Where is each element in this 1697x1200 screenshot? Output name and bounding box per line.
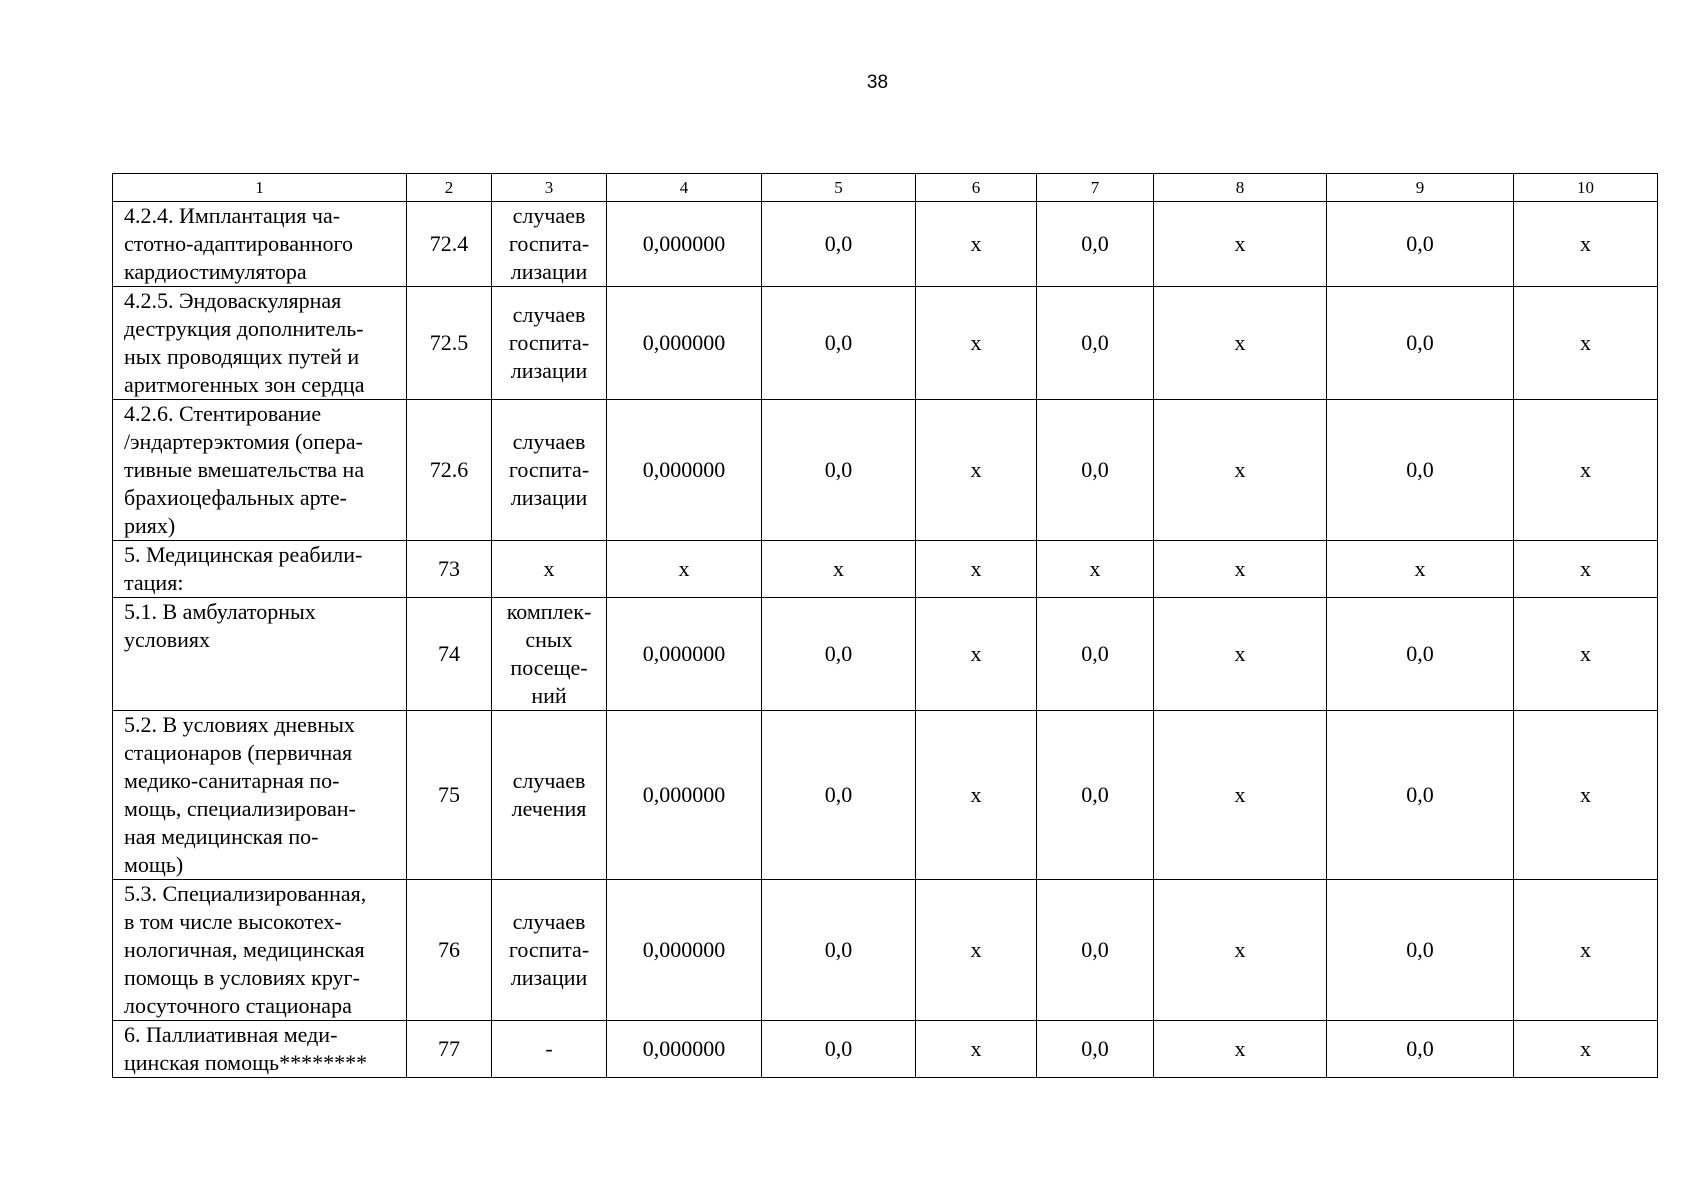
row-unit-cell: случаев госпита- лизации: [492, 400, 607, 541]
table-row: [113, 541, 1658, 598]
row-name-cell: 5.3. Специализированная, в том числе высокотех- нологичная, медицинская помощь в условиях круг- лосуточного стационара: [113, 880, 407, 1021]
value-cell: х: [1514, 1021, 1658, 1078]
row-name-cell: 5.1. В амбулаторных условиях: [113, 598, 407, 711]
value-cell: х: [916, 287, 1037, 400]
table-row: [113, 202, 1658, 287]
value-cell: х: [1154, 202, 1327, 287]
value-cell: 0,0: [1327, 287, 1514, 400]
row-name-cell: 4.2.6. Стентирование /эндартерэктомия (опера- тивные вмешательства на брахиоцефальных арте- риях): [113, 400, 407, 541]
value-cell: 0,000000: [607, 400, 762, 541]
value-cell: 0,0: [762, 711, 916, 880]
row-unit-cell: х: [492, 541, 607, 598]
value-cell: х: [1154, 711, 1327, 880]
value-cell: х: [916, 880, 1037, 1021]
value-cell: 0,0: [1037, 711, 1154, 880]
value-cell: 0,000000: [607, 711, 762, 880]
value-cell: 0,0: [1037, 1021, 1154, 1078]
row-code-cell: 73: [407, 541, 492, 598]
value-cell: 0,0: [1037, 400, 1154, 541]
value-cell: х: [1154, 598, 1327, 711]
header-cell: 7: [1037, 174, 1154, 202]
value-cell: 0,0: [1037, 202, 1154, 287]
value-cell: х: [1514, 287, 1658, 400]
value-cell: х: [607, 541, 762, 598]
row-code-cell: 72.6: [407, 400, 492, 541]
value-cell: 0,000000: [607, 598, 762, 711]
value-cell: х: [916, 598, 1037, 711]
header-cell: 6: [916, 174, 1037, 202]
value-cell: х: [916, 400, 1037, 541]
value-cell: 0,0: [1037, 880, 1154, 1021]
value-cell: х: [1154, 287, 1327, 400]
value-cell: 0,0: [762, 202, 916, 287]
value-cell: 0,0: [1327, 1021, 1514, 1078]
value-cell: х: [1514, 541, 1658, 598]
row-unit-cell: случаев госпита- лизации: [492, 202, 607, 287]
value-cell: 0,0: [762, 400, 916, 541]
value-cell: 0,000000: [607, 880, 762, 1021]
table-row: [113, 1021, 1658, 1078]
value-cell: 0,0: [1327, 711, 1514, 880]
value-cell: х: [1154, 880, 1327, 1021]
data-table: [112, 173, 1658, 1078]
header-cell: 10: [1514, 174, 1658, 202]
table-header-row: [113, 174, 1658, 202]
value-cell: х: [1327, 541, 1514, 598]
value-cell: 0,0: [762, 880, 916, 1021]
row-name-cell: 4.2.4. Имплантация ча- стотно-адаптированного кардиостимулятора: [113, 202, 407, 287]
header-cell: 2: [407, 174, 492, 202]
value-cell: х: [916, 202, 1037, 287]
value-cell: х: [1037, 541, 1154, 598]
row-code-cell: 76: [407, 880, 492, 1021]
row-code-cell: 77: [407, 1021, 492, 1078]
value-cell: 0,0: [1327, 598, 1514, 711]
row-name-cell: 5.2. В условиях дневных стационаров (первичная медико-санитарная по- мощь, специализирован- ная медицинская по- мощь): [113, 711, 407, 880]
value-cell: х: [1514, 598, 1658, 711]
header-cell: 1: [113, 174, 407, 202]
row-code-cell: 72.4: [407, 202, 492, 287]
page-number: 38: [866, 72, 889, 93]
value-cell: х: [1154, 400, 1327, 541]
row-code-cell: 72.5: [407, 287, 492, 400]
row-unit-cell: -: [492, 1021, 607, 1078]
value-cell: х: [1514, 202, 1658, 287]
row-name-cell: 5. Медицинская реабили- тация:: [113, 541, 407, 598]
value-cell: 0,0: [762, 1021, 916, 1078]
value-cell: х: [916, 541, 1037, 598]
value-cell: 0,0: [1327, 400, 1514, 541]
value-cell: 0,000000: [607, 1021, 762, 1078]
row-name-cell: 6. Паллиативная меди- цинская помощь********: [113, 1021, 407, 1078]
value-cell: х: [1514, 880, 1658, 1021]
value-cell: х: [1154, 541, 1327, 598]
table-row: [113, 598, 1658, 711]
table-row: [113, 711, 1658, 880]
table-row: [113, 880, 1658, 1021]
header-cell: 3: [492, 174, 607, 202]
row-unit-cell: случаев госпита- лизации: [492, 287, 607, 400]
header-cell: 8: [1154, 174, 1327, 202]
value-cell: 0,000000: [607, 202, 762, 287]
row-code-cell: 75: [407, 711, 492, 880]
row-code-cell: 74: [407, 598, 492, 711]
row-unit-cell: случаев лечения: [492, 711, 607, 880]
value-cell: 0,0: [1327, 880, 1514, 1021]
value-cell: х: [1514, 400, 1658, 541]
row-unit-cell: случаев госпита- лизации: [492, 880, 607, 1021]
value-cell: 0,000000: [607, 287, 762, 400]
header-cell: 4: [607, 174, 762, 202]
value-cell: х: [1154, 1021, 1327, 1078]
value-cell: х: [1514, 711, 1658, 880]
value-cell: х: [916, 711, 1037, 880]
row-name-cell: 4.2.5. Эндоваскулярная деструкция дополнитель- ных проводящих путей и аритмогенных зон сердца: [113, 287, 407, 400]
header-cell: 9: [1327, 174, 1514, 202]
header-cell: 5: [762, 174, 916, 202]
row-unit-cell: комплек- сных посеще- ний: [492, 598, 607, 711]
value-cell: 0,0: [1037, 287, 1154, 400]
value-cell: 0,0: [1327, 202, 1514, 287]
value-cell: 0,0: [762, 598, 916, 711]
table-body: [113, 174, 1658, 1078]
table-row: [113, 287, 1658, 400]
table-row: [113, 400, 1658, 541]
value-cell: 0,0: [762, 287, 916, 400]
value-cell: 0,0: [1037, 598, 1154, 711]
value-cell: х: [762, 541, 916, 598]
value-cell: х: [916, 1021, 1037, 1078]
